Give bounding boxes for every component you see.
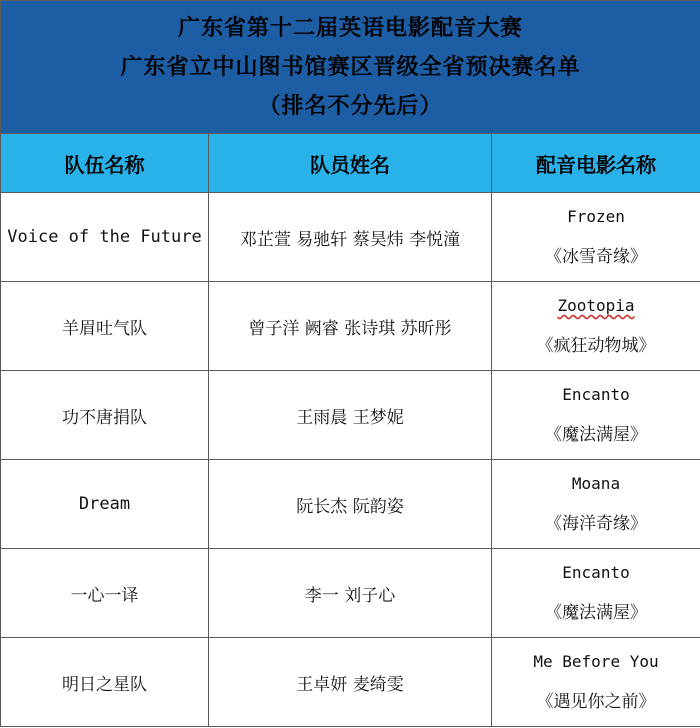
table-row <box>1 282 700 371</box>
film-title-en: Zootopia <box>557 296 635 315</box>
team-name-cell: Dream <box>1 460 209 549</box>
film-title-zh: 《海洋奇缘》 <box>545 514 647 534</box>
film-title-zh: 《魔法满屋》 <box>545 603 647 623</box>
table-row <box>1 460 700 549</box>
team-name-cell: 羊眉吐气队 <box>1 282 209 371</box>
film-cell <box>492 371 700 460</box>
team-name-cell: 一心一译 <box>1 549 209 638</box>
film-cell <box>492 638 700 727</box>
members-cell: 王雨晨 王梦妮 <box>209 371 492 460</box>
film-title-zh: 《冰雪奇缘》 <box>545 247 647 267</box>
members-cell: 王卓妍 麦绮雯 <box>209 638 492 727</box>
film-cell <box>492 282 700 371</box>
table-row <box>1 371 700 460</box>
film-cell <box>492 460 700 549</box>
members-cell: 曾子洋 阙睿 张诗琪 苏昕彤 <box>209 282 492 371</box>
title-line-3: （排名不分先后） <box>258 93 443 119</box>
title-line-1: 广东省第十二届英语电影配音大赛 <box>177 15 523 41</box>
members-cell: 阮长杰 阮韵姿 <box>209 460 492 549</box>
title-cell <box>1 1 700 134</box>
team-name-cell: 功不唐捐队 <box>1 371 209 460</box>
film-title-en: Encanto <box>562 385 630 404</box>
title-row <box>1 1 700 134</box>
header-row <box>1 134 700 193</box>
film-title-en: Frozen <box>567 207 625 226</box>
title-line-2: 广东省立中山图书馆赛区晋级全省预决赛名单 <box>120 54 581 80</box>
film-cell <box>492 549 700 638</box>
team-name-cell: 明日之星队 <box>1 638 209 727</box>
header-members: 队员姓名 <box>209 134 492 193</box>
members-cell: 李一 刘子心 <box>209 549 492 638</box>
header-team: 队伍名称 <box>1 134 209 193</box>
table-row <box>1 638 700 727</box>
table-row <box>1 549 700 638</box>
film-title-zh: 《遇见你之前》 <box>536 692 656 712</box>
film-title-en: Moana <box>571 474 621 493</box>
film-title-en: Encanto <box>562 563 630 582</box>
team-name-cell: Voice of the Future <box>1 193 209 282</box>
film-title-zh: 《疯狂动物城》 <box>536 336 656 356</box>
table-row <box>1 193 700 282</box>
film-title-zh: 《魔法满屋》 <box>545 425 647 445</box>
members-cell: 邓芷萱 易驰轩 蔡昊炜 李悦潼 <box>209 193 492 282</box>
film-title-en: Me Before You <box>533 652 659 671</box>
header-film: 配音电影名称 <box>492 134 700 193</box>
film-cell <box>492 193 700 282</box>
